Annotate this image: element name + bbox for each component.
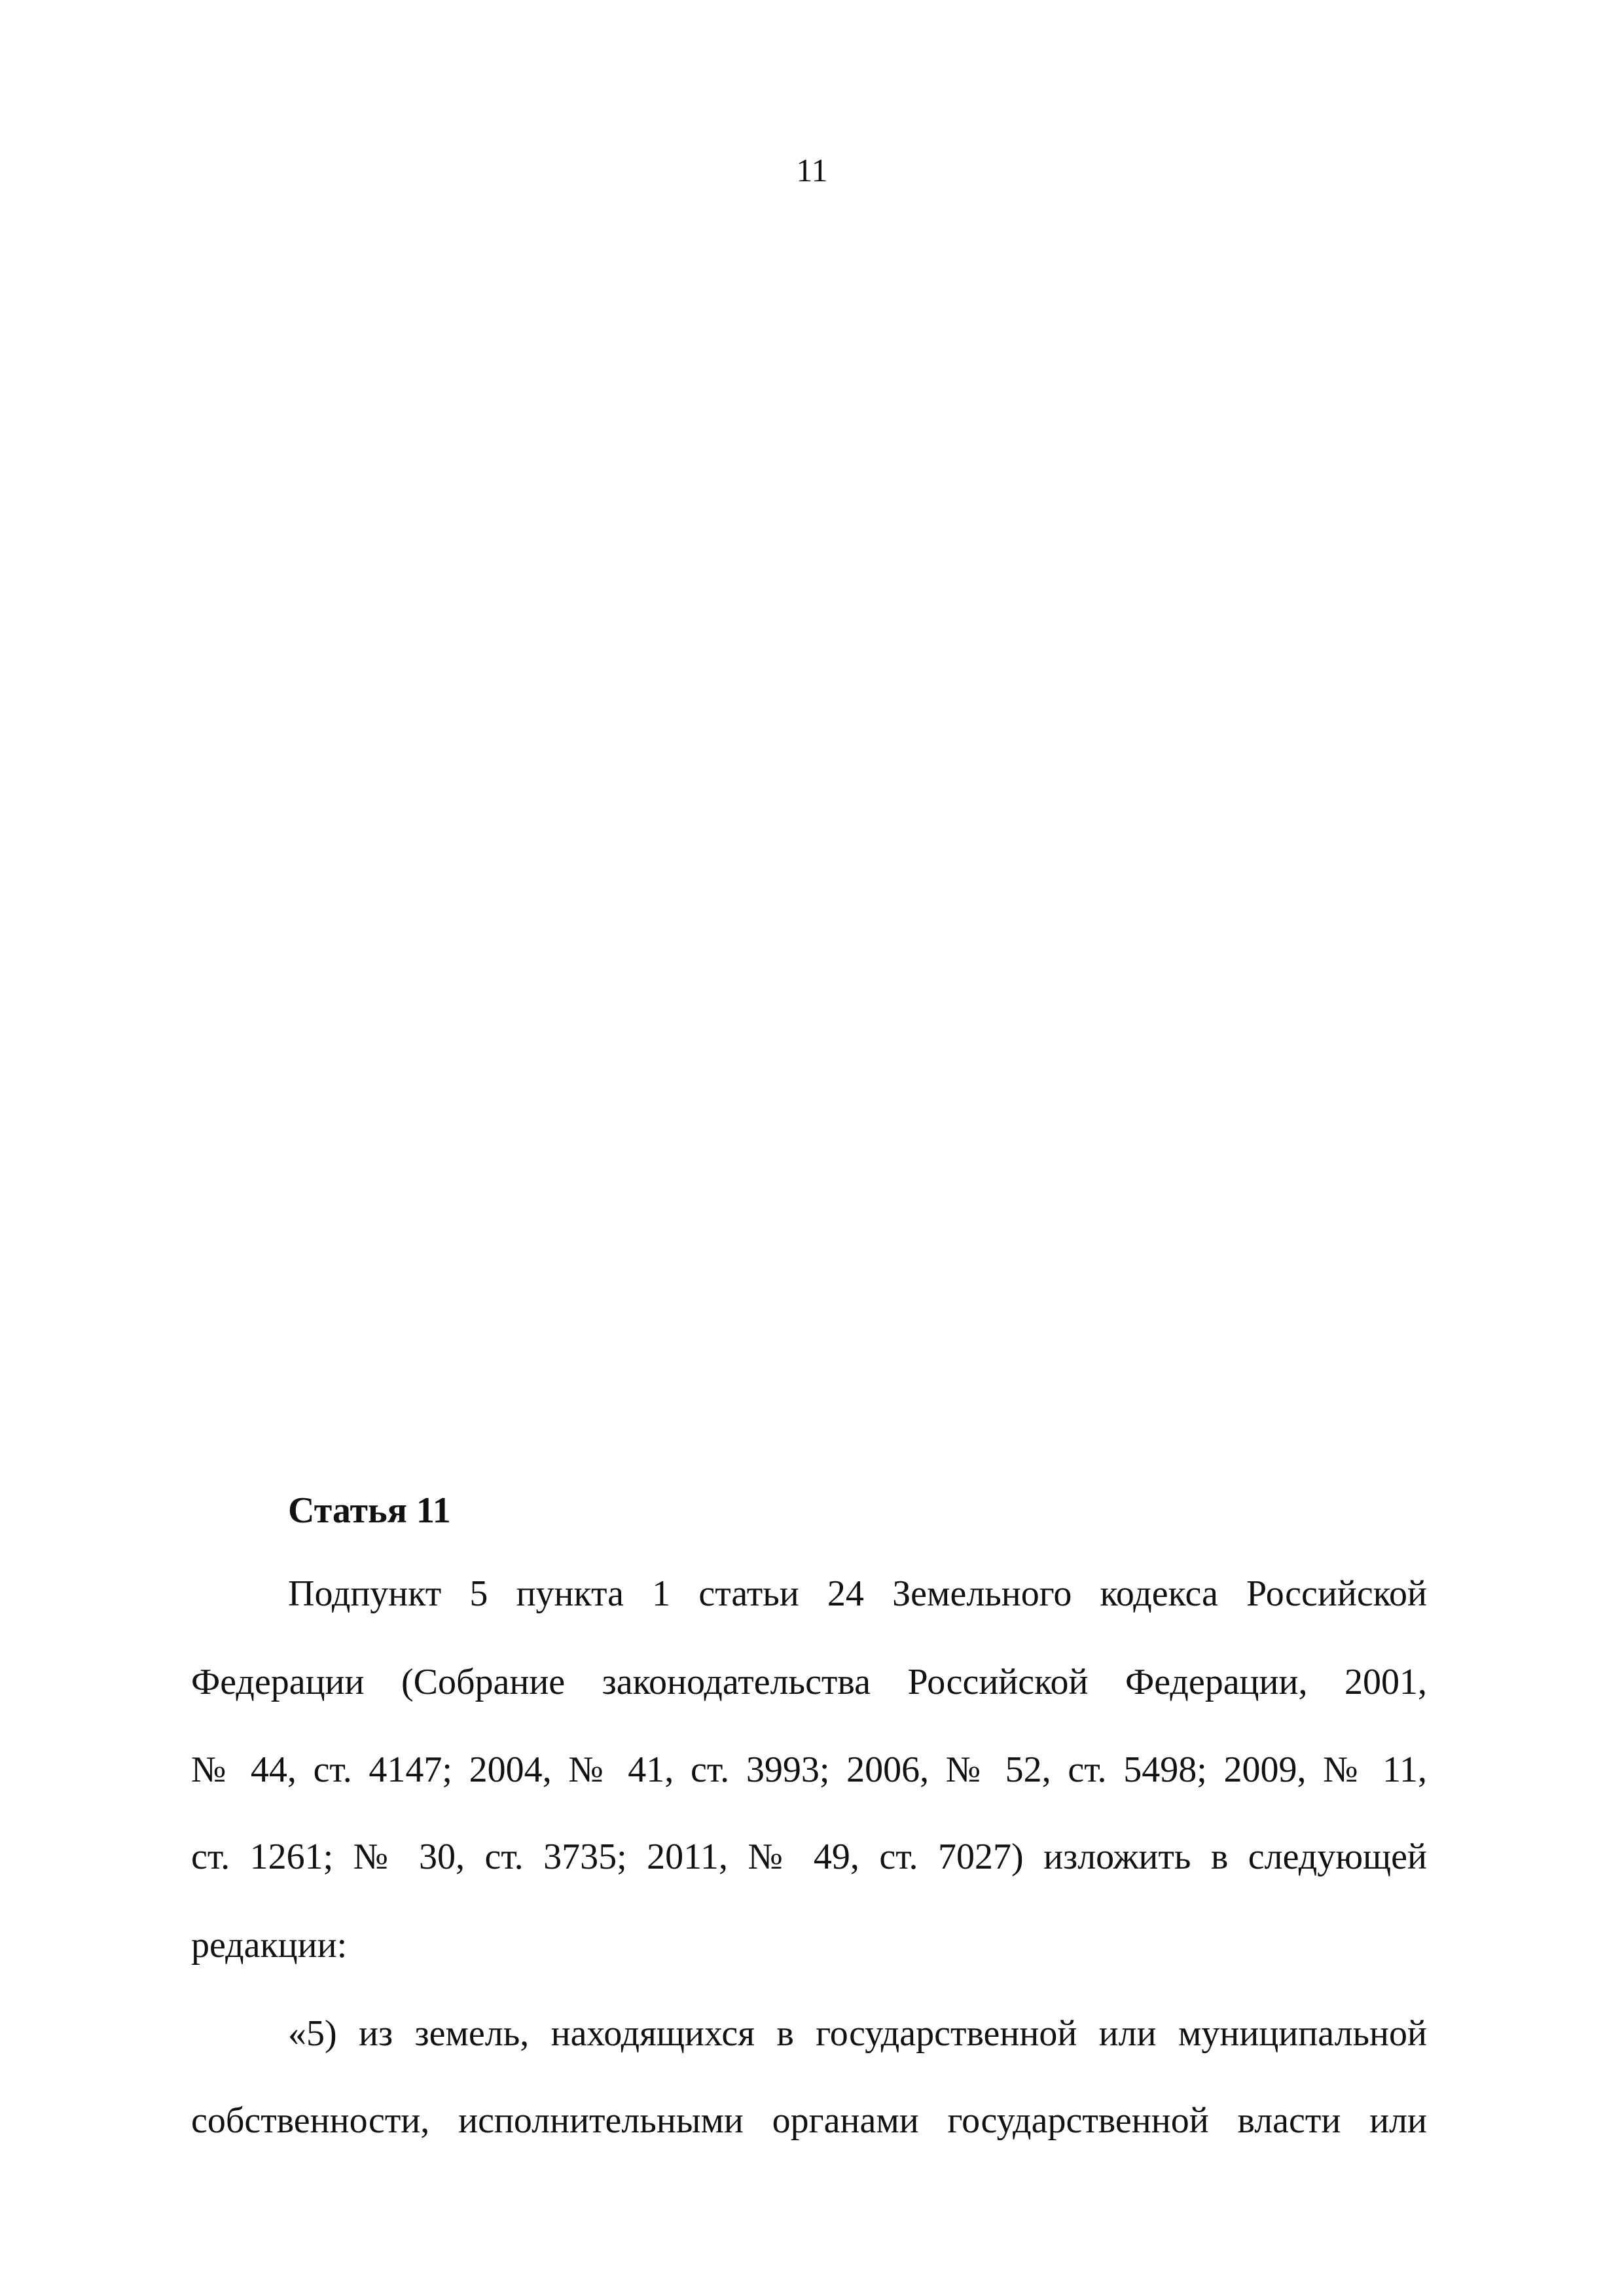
paragraph-line: Подпункт 5 пункта 1 статьи 24 Земельного кодекса Российской (288, 1573, 1427, 1614)
paragraph-line: «5) из земель, находящихся в государственной или муниципальной (288, 2013, 1427, 2054)
page-number: 11 (796, 152, 828, 188)
paragraph-line: редакции: (191, 1925, 348, 1965)
paragraph-line: ст. 1261; № 30, ст. 3735; 2011, № 49, ст. 7027) изложить в следующей (191, 1837, 1427, 1877)
article-heading: Статья 11 (288, 1490, 451, 1531)
paragraph-line: собственности, исполнительными органами государственной власти или (191, 2100, 1427, 2141)
paragraph-line: Федерации (Собрание законодательства Российской Федерации, 2001, (191, 1662, 1427, 1702)
paragraph-line: № 44, ст. 4147; 2004, № 41, ст. 3993; 2006, № 52, ст. 5498; 2009, № 11, (191, 1749, 1427, 1790)
